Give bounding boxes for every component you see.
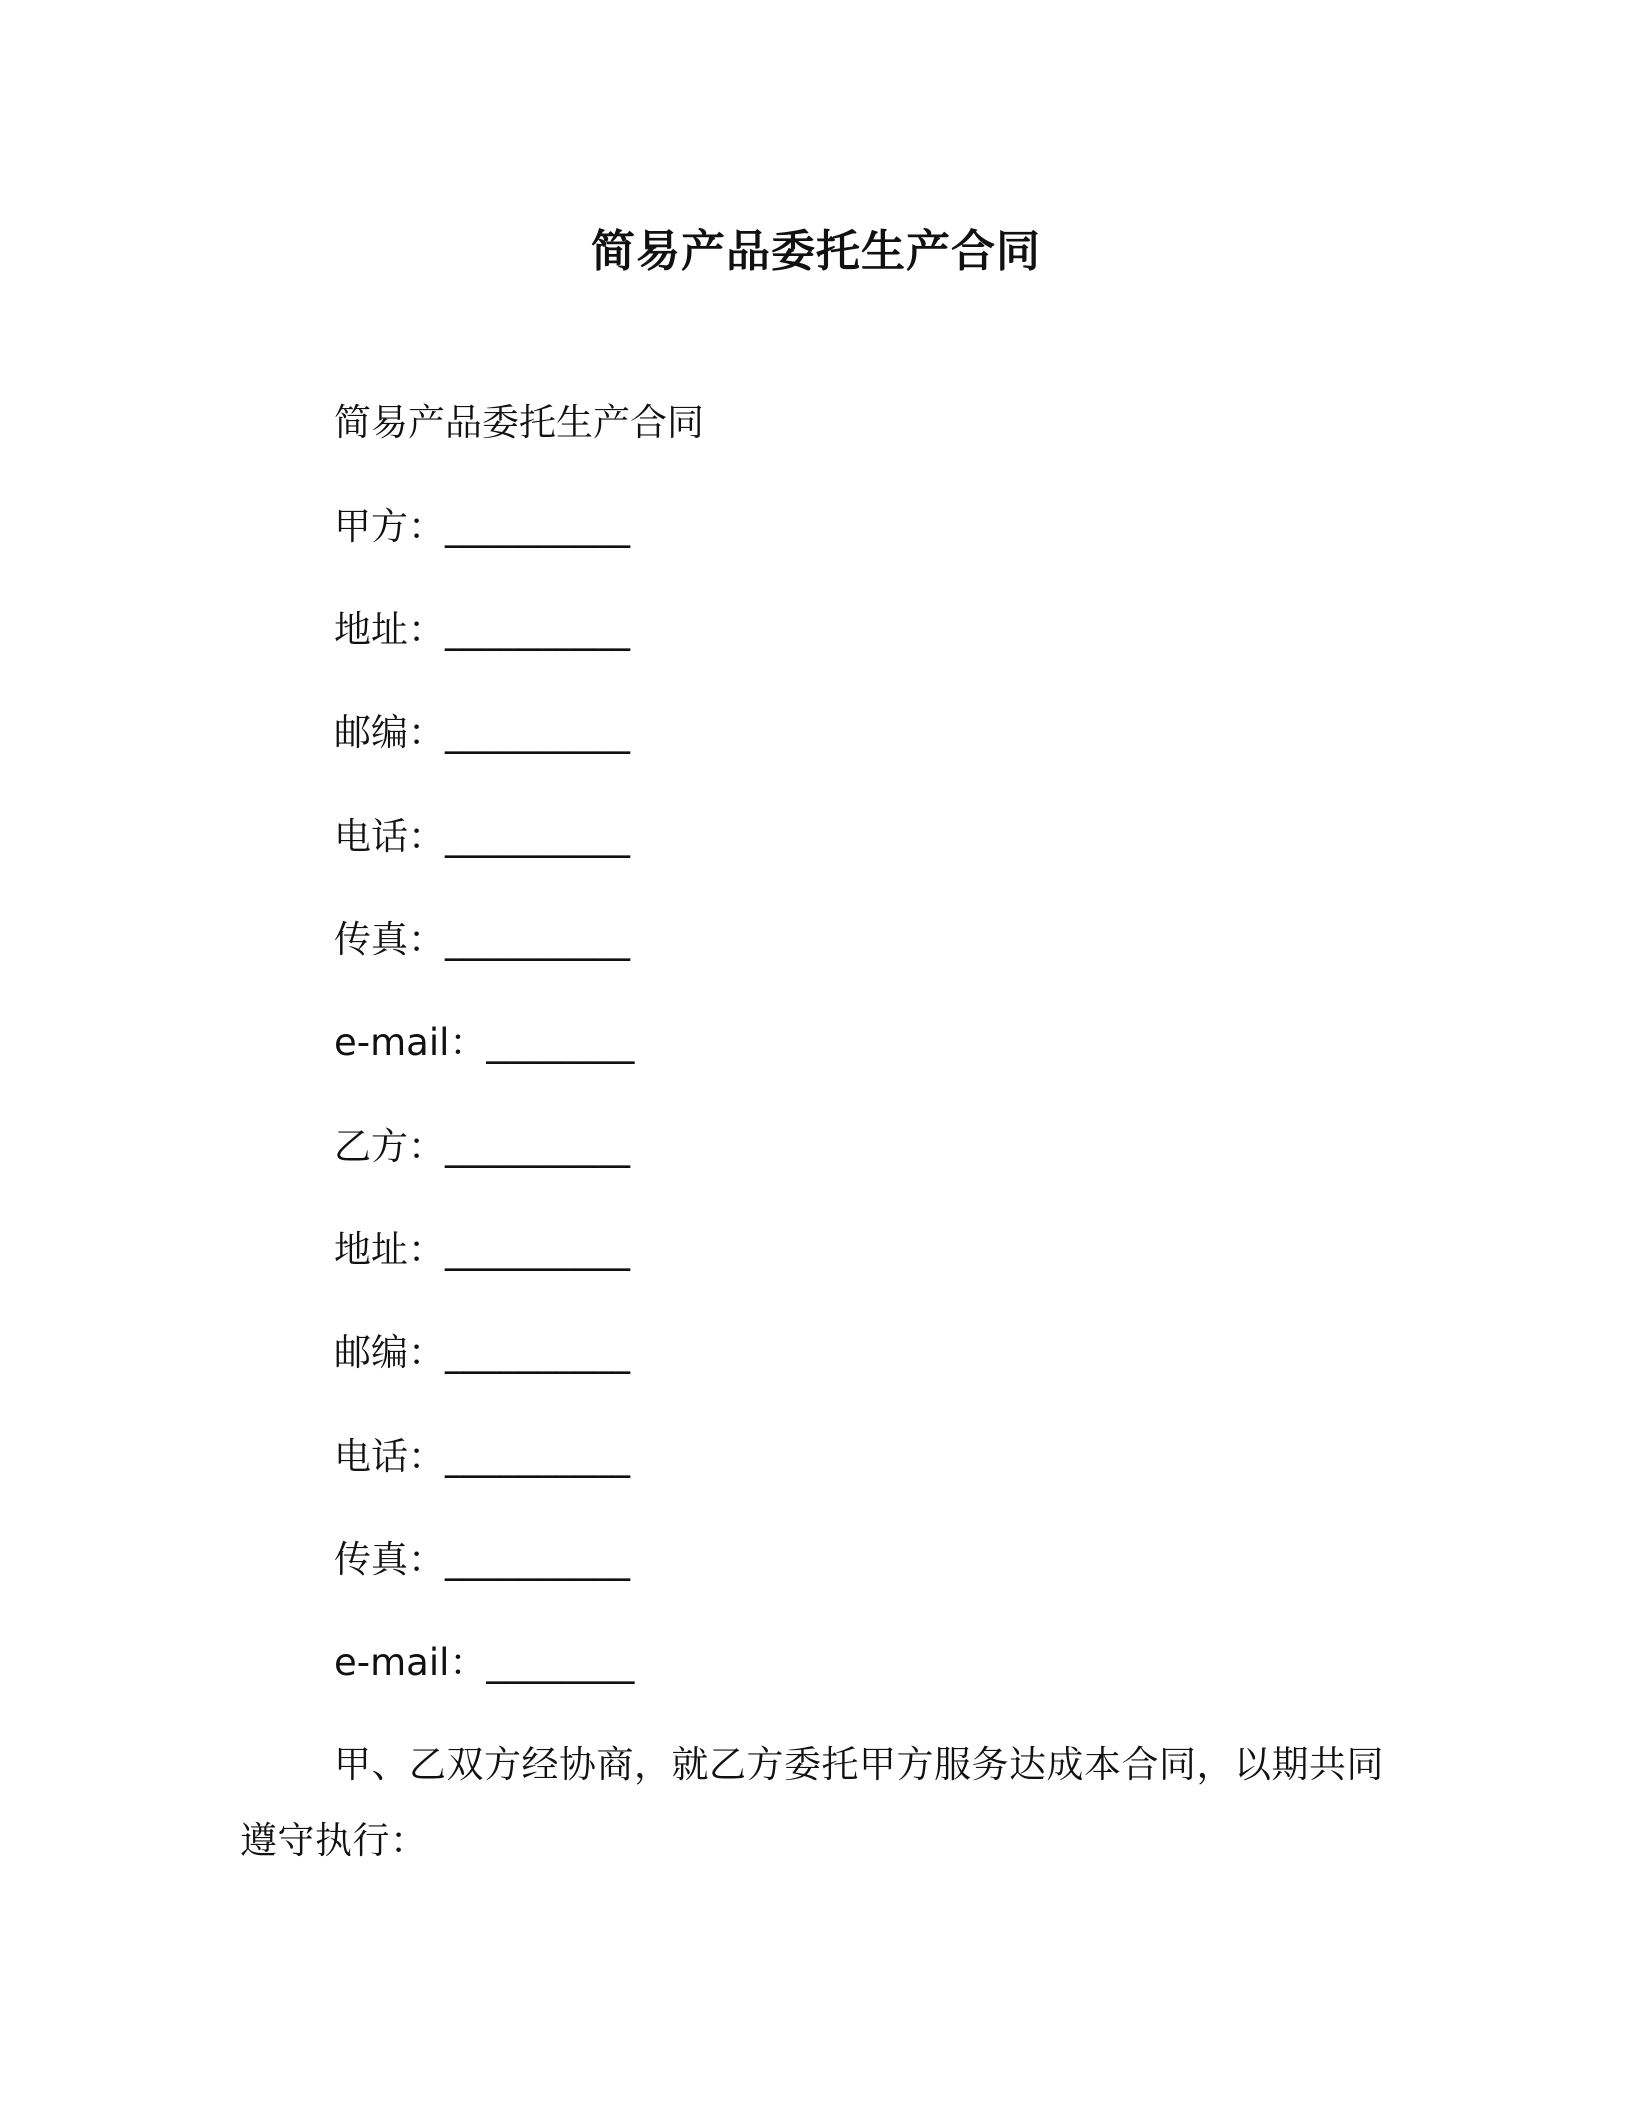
party-a-phone-line: 电话：__________ bbox=[334, 815, 630, 858]
party-b-address-line: 地址：__________ bbox=[334, 1228, 630, 1271]
party-a-postcode-line: 邮编：__________ bbox=[334, 711, 630, 754]
party-a-fax-line: 传真：__________ bbox=[334, 918, 630, 961]
party-b-phone-line: 电话：__________ bbox=[334, 1435, 630, 1478]
party-a-address-line: 地址：__________ bbox=[334, 608, 630, 651]
document-title: 简易产品委托生产合同 bbox=[591, 226, 1041, 277]
party-a-email-line: e-mail：________ bbox=[334, 1021, 635, 1064]
party-b-fax-line: 传真：__________ bbox=[334, 1538, 630, 1581]
party-b-postcode-line: 邮编：__________ bbox=[334, 1331, 630, 1374]
party-b-email-line: e-mail：________ bbox=[334, 1641, 635, 1684]
document-subtitle: 简易产品委托生产合同 bbox=[334, 401, 704, 444]
intro-paragraph: 甲、乙双方经协商，就乙方委托甲方服务达成本合同，以期共同遵守执行： bbox=[240, 1743, 1384, 1862]
party-b-name-line: 乙方：__________ bbox=[334, 1125, 630, 1168]
party-a-name-line: 甲方：__________ bbox=[334, 505, 630, 548]
